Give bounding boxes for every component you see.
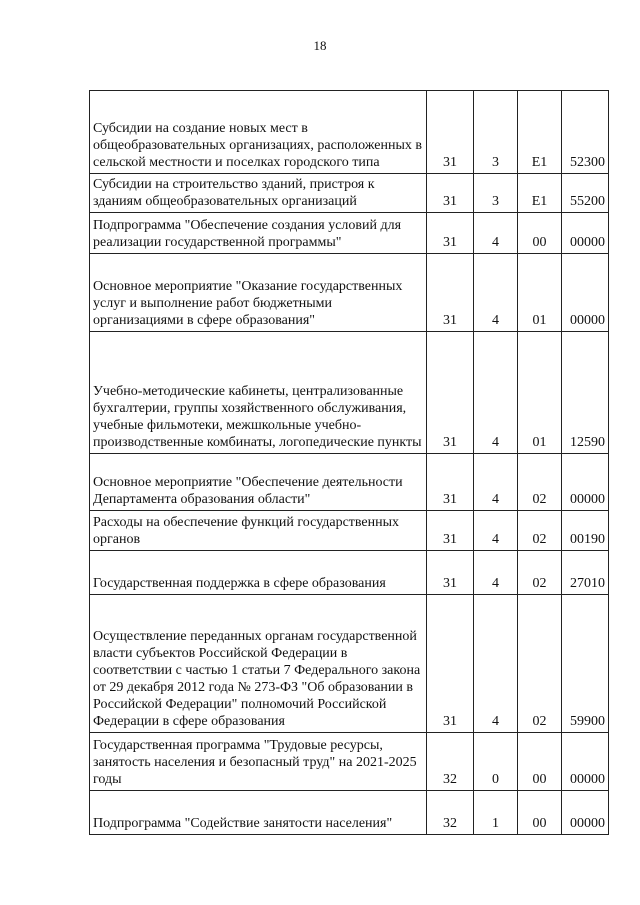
target-program-code: 31 xyxy=(427,595,474,733)
row-name: Государственная поддержка в сфере образования xyxy=(90,551,427,595)
subprogram-code: 0 xyxy=(474,733,518,791)
direction-code: 00190 xyxy=(562,511,609,551)
subprogram-code: 3 xyxy=(474,174,518,213)
row-name: Учебно-методические кабинеты, централизованные бухгалтерии, группы хозяйственного обслуживания, учебные фильмотеки, межшкольные учебно-производственные комбинаты, логопедические пункты xyxy=(90,332,427,454)
subprogram-code: 4 xyxy=(474,454,518,511)
table-row xyxy=(90,454,609,511)
budget-table xyxy=(89,90,609,835)
table-row xyxy=(90,254,609,332)
row-name: Расходы на обеспечение функций государственных органов xyxy=(90,511,427,551)
subprogram-code: 4 xyxy=(474,213,518,254)
main-activity-code: 00 xyxy=(518,213,562,254)
direction-code: 59900 xyxy=(562,595,609,733)
subprogram-code: 4 xyxy=(474,551,518,595)
target-program-code: 31 xyxy=(427,254,474,332)
row-name: Субсидии на создание новых мест в общеобразовательных организациях, расположенных в сельской местности и поселках городского типа xyxy=(90,91,427,174)
table-row xyxy=(90,595,609,733)
table-row xyxy=(90,174,609,213)
main-activity-code: 01 xyxy=(518,332,562,454)
direction-code: 00000 xyxy=(562,213,609,254)
table-row xyxy=(90,213,609,254)
subprogram-code: 4 xyxy=(474,254,518,332)
target-program-code: 31 xyxy=(427,213,474,254)
row-name: Осуществление переданных органам государственной власти субъектов Российской Федерации в соответствии с частью 1 статьи 7 Федерального закона от 29 декабря 2012 года № 273-ФЗ "Об образовании в Российской Федерации" полномочий Российской Федерации в сфере образования xyxy=(90,595,427,733)
subprogram-code: 4 xyxy=(474,332,518,454)
subprogram-code: 3 xyxy=(474,91,518,174)
direction-code: 12590 xyxy=(562,332,609,454)
row-name: Субсидии на строительство зданий, пристроя к зданиям общеобразовательных организаций xyxy=(90,174,427,213)
direction-code: 00000 xyxy=(562,454,609,511)
main-activity-code: 01 xyxy=(518,254,562,332)
table-row xyxy=(90,733,609,791)
target-program-code: 31 xyxy=(427,91,474,174)
main-activity-code: 02 xyxy=(518,454,562,511)
page-number: 18 xyxy=(313,38,327,53)
row-name: Государственная программа "Трудовые ресурсы, занятость населения и безопасный труд" на 2021-2025 годы xyxy=(90,733,427,791)
direction-code: 00000 xyxy=(562,791,609,835)
target-program-code: 32 xyxy=(427,733,474,791)
subprogram-code: 1 xyxy=(474,791,518,835)
main-activity-code: 02 xyxy=(518,551,562,595)
main-activity-code: 02 xyxy=(518,511,562,551)
direction-code: 27010 xyxy=(562,551,609,595)
main-activity-code: 00 xyxy=(518,791,562,835)
table-row xyxy=(90,332,609,454)
target-program-code: 31 xyxy=(427,174,474,213)
main-activity-code: Е1 xyxy=(518,174,562,213)
table-row xyxy=(90,791,609,835)
table-row xyxy=(90,511,609,551)
row-name: Основное мероприятие "Оказание государственных услуг и выполнение работ бюджетными организациями в сфере образования" xyxy=(90,254,427,332)
target-program-code: 31 xyxy=(427,454,474,511)
row-name: Подпрограмма "Обеспечение создания условий для реализации государственной программы" xyxy=(90,213,427,254)
main-activity-code: 00 xyxy=(518,733,562,791)
row-name: Основное мероприятие "Обеспечение деятельности Департамента образования области" xyxy=(90,454,427,511)
target-program-code: 31 xyxy=(427,511,474,551)
subprogram-code: 4 xyxy=(474,511,518,551)
target-program-code: 31 xyxy=(427,332,474,454)
direction-code: 00000 xyxy=(562,254,609,332)
main-activity-code: 02 xyxy=(518,595,562,733)
direction-code: 00000 xyxy=(562,733,609,791)
target-program-code: 32 xyxy=(427,791,474,835)
main-activity-code: Е1 xyxy=(518,91,562,174)
direction-code: 52300 xyxy=(562,91,609,174)
table-row xyxy=(90,91,609,174)
subprogram-code: 4 xyxy=(474,595,518,733)
direction-code: 55200 xyxy=(562,174,609,213)
table-row xyxy=(90,551,609,595)
row-name: Подпрограмма "Содействие занятости населения" xyxy=(90,791,427,835)
target-program-code: 31 xyxy=(427,551,474,595)
